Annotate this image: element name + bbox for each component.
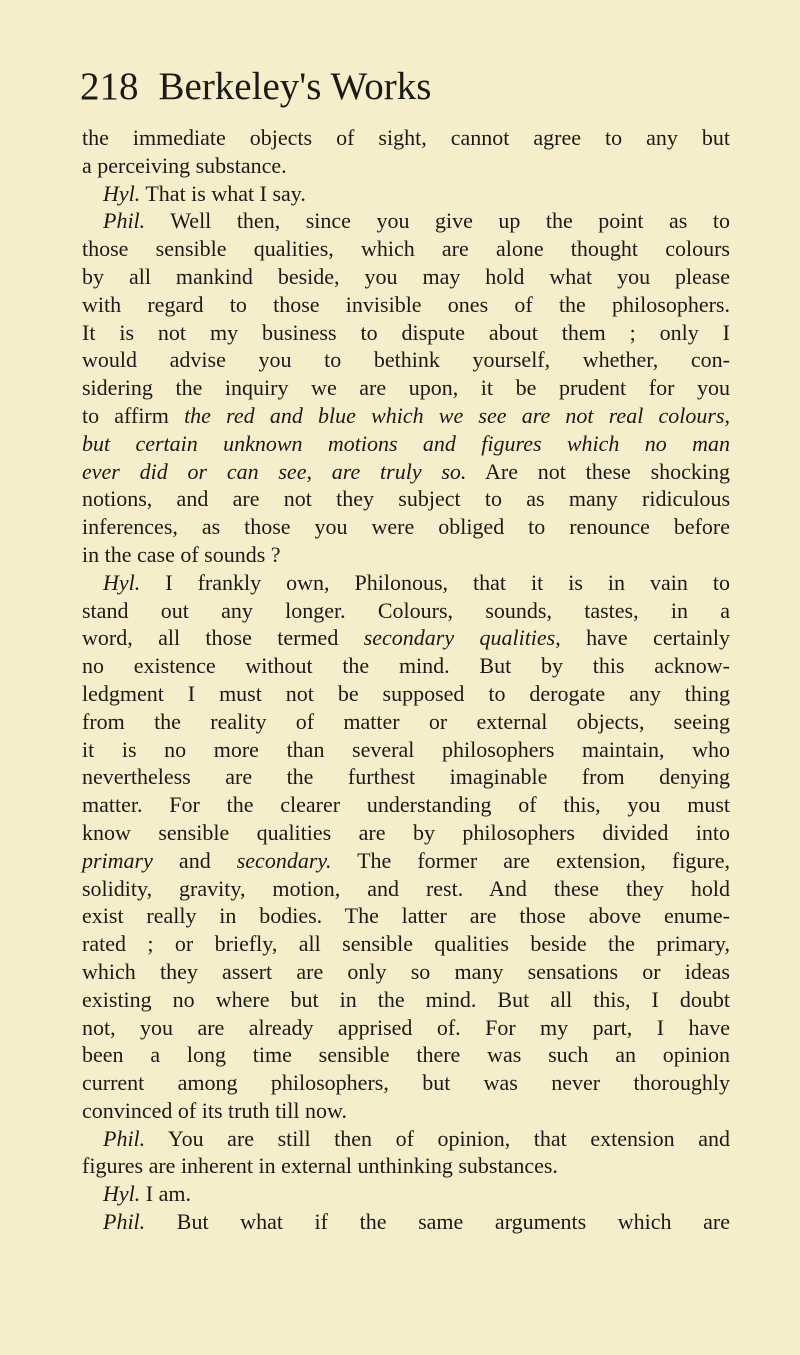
text-run: those sensible qualities, which are alone thought colours bbox=[82, 236, 730, 262]
text-line bbox=[82, 1125, 730, 1153]
text-run: Well then, since you give up the point as to bbox=[145, 208, 730, 234]
text-run: inferences, as those you were obliged to renounce before bbox=[82, 514, 730, 540]
text-line bbox=[82, 346, 730, 374]
text-line bbox=[82, 1041, 730, 1069]
text-line bbox=[82, 541, 730, 569]
text-run: That is what I say. bbox=[140, 180, 306, 206]
text-line bbox=[82, 875, 730, 903]
body-text bbox=[82, 124, 730, 1236]
text-run: rated ; or briefly, all sensible qualities beside the primary, bbox=[82, 931, 730, 957]
text-line bbox=[82, 708, 730, 736]
text-run: , bbox=[306, 458, 332, 484]
text-run: in the case of sounds ? bbox=[82, 541, 281, 567]
speaker-name: Hyl. bbox=[103, 180, 141, 206]
text-line bbox=[82, 1208, 730, 1236]
text-run: would advise you to bethink yourself, whether, con- bbox=[82, 347, 730, 373]
text-run: by all mankind beside, you may hold what you please bbox=[82, 263, 730, 289]
text-run: been a long time sensible there was such an opinion bbox=[82, 1042, 730, 1068]
text-line bbox=[82, 569, 730, 597]
text-line bbox=[82, 1069, 730, 1097]
text-line bbox=[82, 986, 730, 1014]
text-run: I am. bbox=[140, 1181, 191, 1207]
text-run: a perceiving substance. bbox=[82, 152, 287, 178]
text-line bbox=[82, 485, 730, 513]
text-run: know sensible qualities are by philosophers divided into bbox=[82, 819, 730, 845]
text-run: not, you are already apprised of. For my part, I have bbox=[82, 1014, 730, 1040]
text-run: notions, and are not they subject to as many ridiculous bbox=[82, 486, 730, 512]
italic-phrase: primary bbox=[82, 847, 153, 873]
text-run: word, all those termed bbox=[82, 625, 364, 651]
text-line bbox=[82, 930, 730, 958]
text-run: But what if the same arguments which are bbox=[145, 1209, 730, 1235]
speaker-name: Hyl. bbox=[103, 1181, 141, 1207]
text-line bbox=[82, 1152, 730, 1180]
text-line bbox=[82, 235, 730, 263]
italic-phrase: the red and blue which we see are not real colours bbox=[184, 402, 725, 428]
speaker-name: Phil. bbox=[103, 208, 146, 234]
text-run: Are not these shocking bbox=[466, 458, 731, 484]
text-run: current among philosophers, but was never thoroughly bbox=[82, 1070, 730, 1096]
text-line bbox=[82, 763, 730, 791]
text-run: , have certainly bbox=[555, 625, 730, 651]
text-line bbox=[82, 736, 730, 764]
text-run: It is not my business to dispute about them ; only I bbox=[82, 319, 730, 345]
text-line bbox=[82, 1097, 730, 1125]
text-line bbox=[82, 180, 730, 208]
text-run: existing no where but in the mind. But all this, I doubt bbox=[82, 986, 730, 1012]
text-run: and bbox=[152, 847, 237, 873]
text-run: from the reality of matter or external objects, seeing bbox=[82, 708, 730, 734]
text-line bbox=[82, 402, 730, 430]
text-line bbox=[82, 1180, 730, 1208]
text-run: exist really in bodies. The latter are those above enume- bbox=[82, 903, 730, 929]
text-run: which they assert are only so many sensations or ideas bbox=[82, 958, 730, 984]
text-run: matter. For the clearer understanding of this, you must bbox=[82, 792, 730, 818]
text-run: The former are extension, figure, bbox=[331, 847, 730, 873]
text-run: no existence without the mind. But by this acknow- bbox=[82, 653, 730, 679]
text-line bbox=[82, 124, 730, 152]
text-run: it is no more than several philosophers maintain, who bbox=[82, 736, 730, 762]
text-run: sidering the inquiry we are upon, it be prudent for you bbox=[82, 375, 730, 401]
text-line bbox=[82, 624, 730, 652]
text-run: figures are inherent in external unthinking substances. bbox=[82, 1153, 558, 1179]
text-line bbox=[82, 597, 730, 625]
text-run: stand out any longer. Colours, sounds, tastes, in a bbox=[82, 597, 730, 623]
italic-phrase: secondary. bbox=[236, 847, 332, 873]
text-line bbox=[82, 791, 730, 819]
text-line bbox=[82, 291, 730, 319]
text-line bbox=[82, 902, 730, 930]
text-line bbox=[82, 458, 730, 486]
text-run: nevertheless are the furthest imaginable from denying bbox=[82, 764, 730, 790]
running-header bbox=[80, 62, 560, 112]
running-title: Berkeley's Works bbox=[158, 65, 432, 108]
italic-phrase: but certain unknown motions and figures which no man bbox=[82, 430, 730, 456]
text-line bbox=[82, 819, 730, 847]
text-run: the immediate objects of sight, cannot agree to any but bbox=[82, 125, 730, 150]
text-run: solidity, gravity, motion, and rest. And these they hold bbox=[82, 875, 730, 901]
text-run: You are still then of opinion, that extension and bbox=[145, 1125, 730, 1151]
text-line bbox=[82, 263, 730, 291]
text-line bbox=[82, 430, 730, 458]
text-run: with regard to those invisible ones of the philosophers. bbox=[82, 291, 730, 317]
speaker-name: Phil. bbox=[103, 1209, 146, 1235]
speaker-name: Hyl. bbox=[103, 569, 141, 595]
text-run: I frankly own, Philonous, that it is in vain to bbox=[140, 569, 730, 595]
text-line bbox=[82, 958, 730, 986]
text-line bbox=[82, 652, 730, 680]
italic-phrase: ever did or can see bbox=[82, 458, 307, 484]
text-run: , bbox=[724, 402, 730, 428]
text-line bbox=[82, 374, 730, 402]
speaker-name: Phil. bbox=[103, 1125, 146, 1151]
italic-phrase: secondary qualities bbox=[363, 625, 556, 651]
text-line bbox=[82, 847, 730, 875]
text-line bbox=[82, 152, 730, 180]
page-number: 218 bbox=[80, 65, 139, 108]
text-line bbox=[82, 680, 730, 708]
text-run: convinced of its truth till now. bbox=[82, 1097, 347, 1123]
text-line bbox=[82, 1014, 730, 1042]
text-run: ledgment I must not be supposed to derogate any thing bbox=[82, 680, 730, 706]
text-line bbox=[82, 513, 730, 541]
text-run: to affirm bbox=[82, 402, 185, 428]
text-line bbox=[82, 207, 730, 235]
text-line bbox=[82, 319, 730, 347]
italic-phrase: are truly so. bbox=[331, 458, 467, 484]
